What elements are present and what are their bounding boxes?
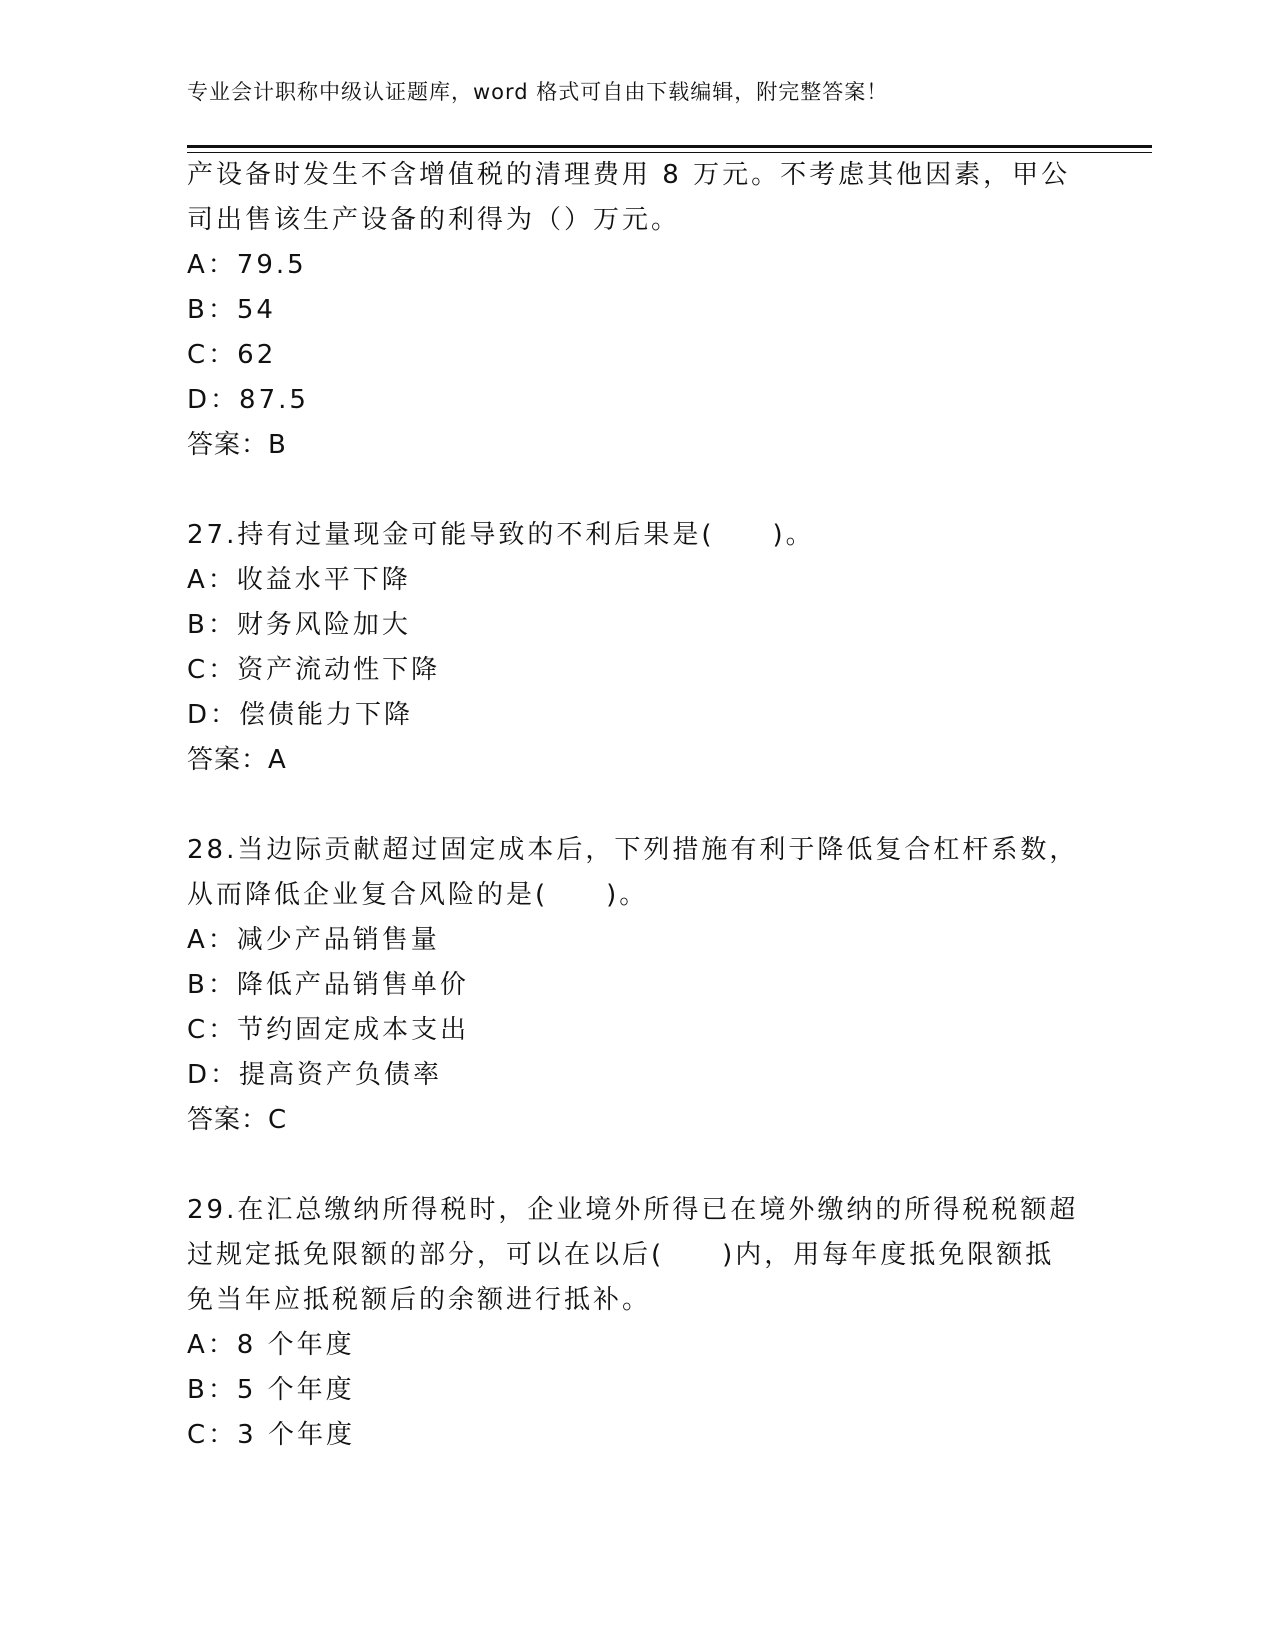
option-b: B：54	[187, 295, 276, 325]
question-27	[187, 513, 1087, 783]
option-a: A：减少产品销售量	[187, 925, 440, 955]
question-text-line: 司出售该生产设备的利得为（）万元。	[187, 205, 681, 235]
option-d: D：提高资产负债率	[187, 1060, 443, 1090]
question-29	[187, 1188, 1087, 1458]
option-d: D：偿债能力下降	[187, 700, 414, 730]
question-text-line: 29.在汇总缴纳所得税时，企业境外所得已在境外缴纳的所得税税额超	[187, 1195, 1079, 1225]
question-text-line: 过规定抵免限额的部分，可以在以后( )内，用每年度抵免限额抵	[187, 1240, 1055, 1270]
option-a: A：79.5	[187, 250, 307, 280]
question-26	[187, 153, 1087, 468]
option-a: A：8 个年度	[187, 1330, 355, 1360]
option-b: B：降低产品销售单价	[187, 970, 469, 1000]
option-b: B：5 个年度	[187, 1375, 355, 1405]
option-c: C：节约固定成本支出	[187, 1015, 470, 1045]
spacer	[187, 783, 1087, 828]
option-c: C：资产流动性下降	[187, 655, 441, 685]
question-text-line: 产设备时发生不含增值税的清理费用 8 万元。不考虑其他因素，甲公	[187, 160, 1071, 190]
question-text-line: 27.持有过量现金可能导致的不利后果是( )。	[187, 520, 815, 550]
question-text-line: 免当年应抵税额后的余额进行抵补。	[187, 1285, 652, 1315]
document-body	[187, 153, 1087, 1458]
answer-line: 答案：A	[187, 745, 287, 775]
header-rule-thick	[187, 145, 1152, 148]
spacer	[187, 1143, 1087, 1188]
answer-line: 答案：B	[187, 430, 287, 460]
question-28	[187, 828, 1087, 1143]
option-c: C：62	[187, 340, 277, 370]
option-b: B：财务风险加大	[187, 610, 411, 640]
answer-line: 答案：C	[187, 1105, 288, 1135]
option-c: C：3 个年度	[187, 1420, 355, 1450]
question-text-line: 28.当边际贡献超过固定成本后，下列措施有利于降低复合杠杆系数，	[187, 835, 1079, 865]
page-header: 专业会计职称中级认证题库，word 格式可自由下载编辑，附完整答案！	[187, 80, 889, 104]
question-text-line: 从而降低企业复合风险的是( )。	[187, 880, 649, 910]
option-d: D：87.5	[187, 385, 309, 415]
option-a: A：收益水平下降	[187, 565, 411, 595]
spacer	[187, 468, 1087, 513]
